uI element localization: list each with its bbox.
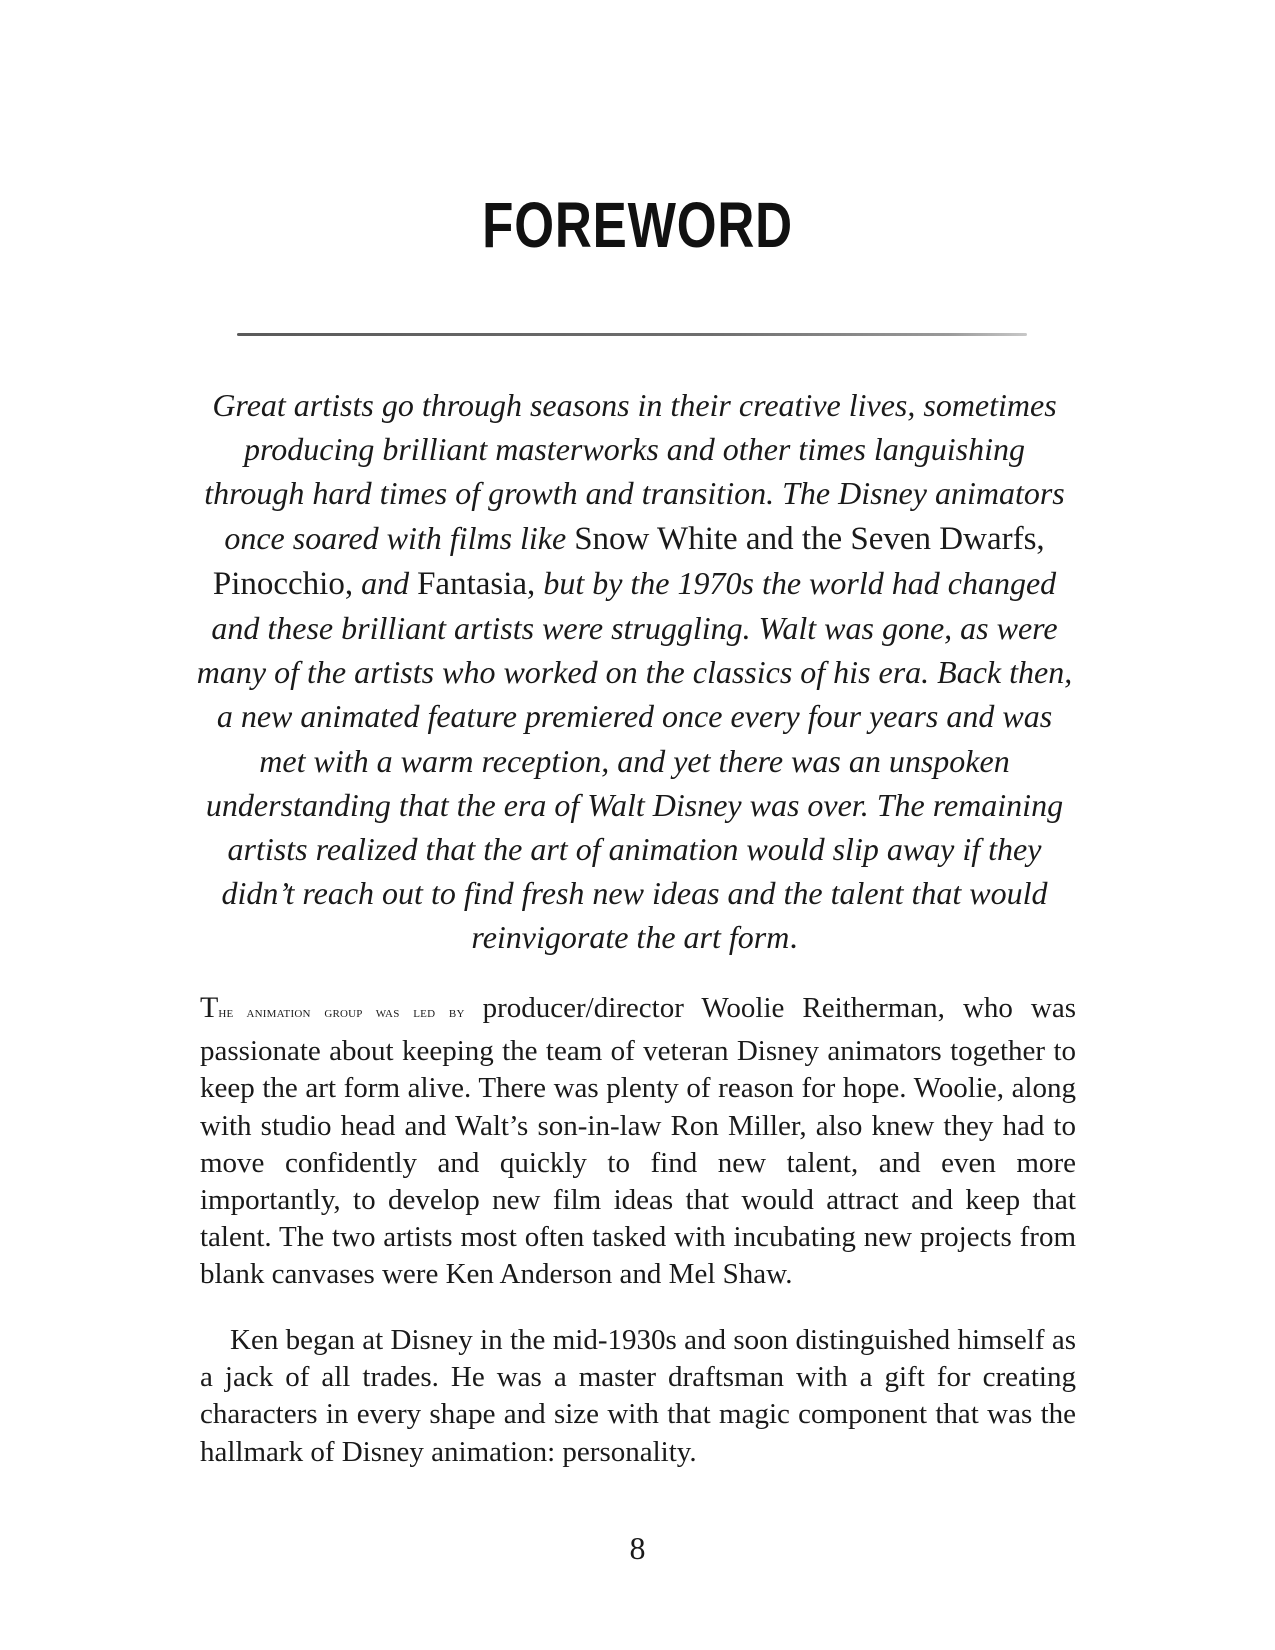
epigraph-and: and bbox=[361, 564, 410, 601]
chapter-title: FOREWORD bbox=[482, 189, 793, 261]
epigraph-quote bbox=[192, 383, 1077, 961]
epigraph-text-part2: but by the 1970s the world had changed and these brilliant artists were struggling. Walt was gone, as were many of the artists who worked on the classics of his era. Back then, a new animated feature premiered once every four years and was met with a warm reception, and yet there was an unspoken understanding that the era of Walt Disney was over. The remaining artists realized that the art of animation would slip away if they didn’t reach out to find fresh new ideas and the talent that would reinvigorate the art form bbox=[196, 564, 1073, 956]
epigraph-film-titles-1: Snow White and the Seven Dwarfs, Pinocchio, bbox=[212, 520, 1045, 602]
title-divider-rule bbox=[237, 333, 1027, 336]
paragraph-lead-initial: T bbox=[200, 991, 219, 1024]
body-paragraph-1 bbox=[200, 989, 1076, 1294]
epigraph-text-part1: Great artists go through seasons in their creative lives, sometimes producing brilliant masterworks and other times languishing through hard times of growth and transition. The Disney animators once soared with films like bbox=[204, 387, 1065, 556]
epigraph-end-period: . bbox=[789, 920, 798, 957]
paragraph-lead-smallcaps: HE ANIMATION GROUP WAS LED BY bbox=[218, 1008, 465, 1020]
body-paragraph-2: Ken began at Disney in the mid-1930s and soon distinguished himself as a jack of all trades. He was a master draftsman with a gift for creating characters in every shape and size with that magic component that was the hallmark of Disney animation: personality. bbox=[200, 1324, 1076, 1468]
paragraph-1-text: producer/director Woolie Reitherman, who was passionate about keeping the team of veteran Disney animators together to keep the art form alive. There was plenty of reason for hope. Woolie, along with studio head and Walt’s son-in-law Ron Miller, also knew they had to move confidently and quickly to find new talent, and even more importantly, to develop new film ideas that would attract and keep that talent. The two artists most often tasked with incubating new projects from blank canvases were Ken Anderson and Mel Shaw. bbox=[200, 992, 1076, 1291]
epigraph-film-title-2: Fantasia, bbox=[417, 565, 536, 602]
page-number: 8 bbox=[629, 1530, 646, 1566]
